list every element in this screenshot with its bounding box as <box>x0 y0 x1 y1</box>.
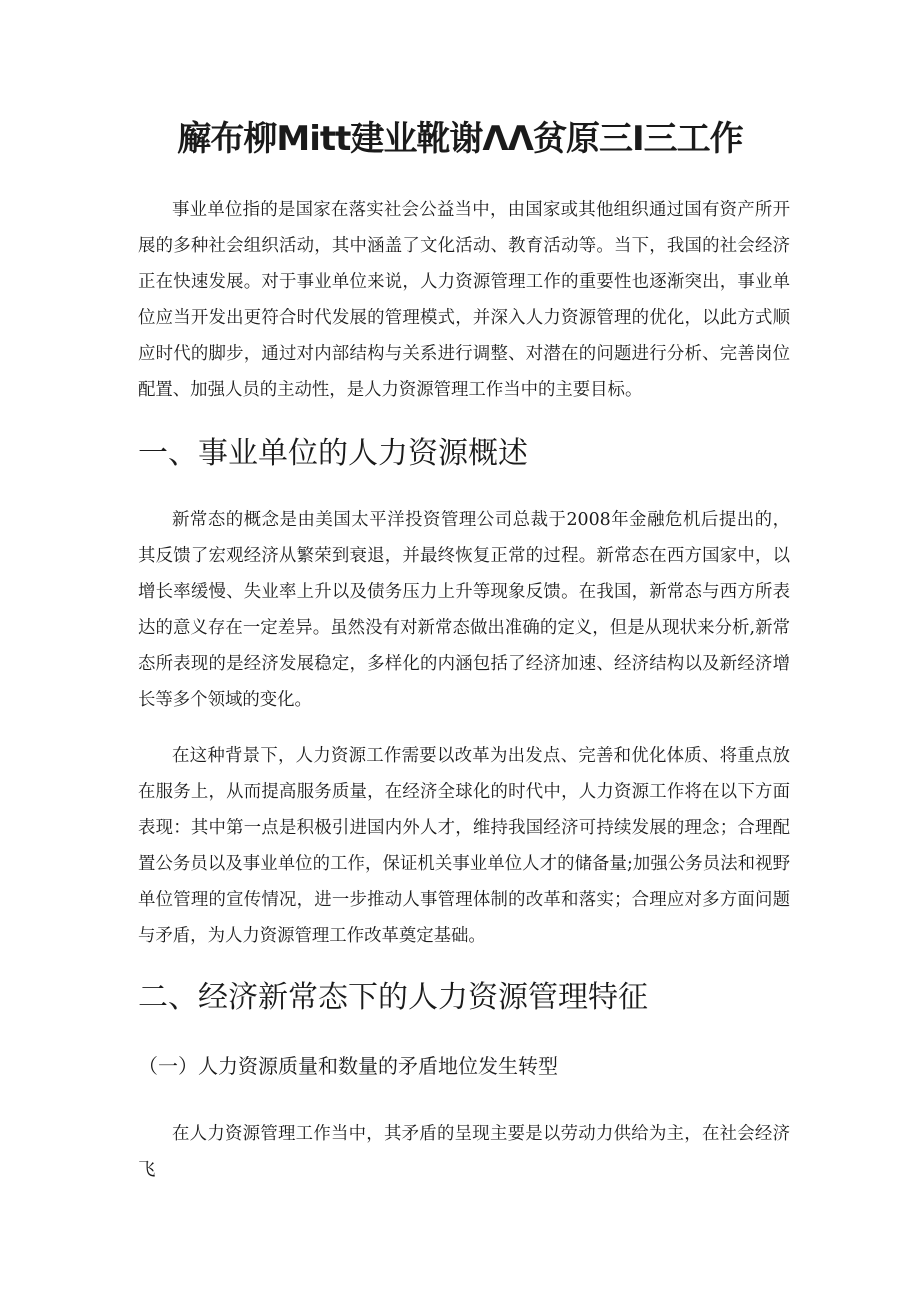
section-heading-characteristics: 二、经济新常态下的人力资源管理特征 <box>138 980 648 1015</box>
section-overview-paragraph: 在这种背景下，人力资源工作需要以改革为出发点、完善和优化体质、将重点放在服务上，从而提高服务质量，在经济全球化的时代中，人力资源工作将在以下方面表现：其中第一点是积极引进国内外人才，维持我国经济可持续发展的理念；合理配置公务员以及事业单位的工作，保证机关事业单位人才的储备量;加强公务员法和视野单位管理的宣传情况，进一步推动人事管理体制的改革和落实；合理应对多方面问题与矛盾，为人力资源管理工作改革奠定基础。 <box>138 746 790 946</box>
section-overview-paragraph: 新常态的概念是由美国太平洋投资管理公司总裁于2008年金融危机后提出的，其反馈了宏观经济从繁荣到衰退，并最终恢复正常的过程。新常态在西方国家中，以增长率缓慢、失业率上升以及债务压力上升等现象反馈。在我国，新常态与西方所表达的意义存在一定差异。虽然没有对新常态做出准确的定义，但是从现状来分析,新常态所表现的是经济发展稳定，多样化的内涵包括了经济加速、经济结构以及新经济增长等多个领域的变化。 <box>138 510 790 710</box>
subsection-paragraph: 在人力资源管理工作当中，其矛盾的呈现主要是以劳动力供给为主，在社会经济飞 <box>138 1124 790 1180</box>
intro-paragraph: 事业单位指的是国家在落实社会公益当中，由国家或其他组织通过国有资产所开展的多种社会组织活动，其中涵盖了文化活动、教育活动等。当下，我国的社会经济正在快速发展。对于事业单位来说，人力资源管理工作的重要性也逐渐突出，事业单位应当开发出更符合时代发展的管理模式，并深入人力资源管理的优化，以此方式顺应时代的脚步，通过对内部结构与关系进行调整、对潜在的问题进行分析、完善岗位配置、加强人员的主动性，是人力资源管理工作当中的主要目标。 <box>138 200 790 400</box>
subsection-heading-quality-quantity: （一）人力资源质量和数量的矛盾地位发生转型 <box>138 1054 558 1078</box>
section-heading-overview: 一、事业单位的人力资源概述 <box>138 436 528 471</box>
document-title: 廨布柳Mitt建业靴谢ΛΛ贫原三I三工作 <box>177 119 743 159</box>
